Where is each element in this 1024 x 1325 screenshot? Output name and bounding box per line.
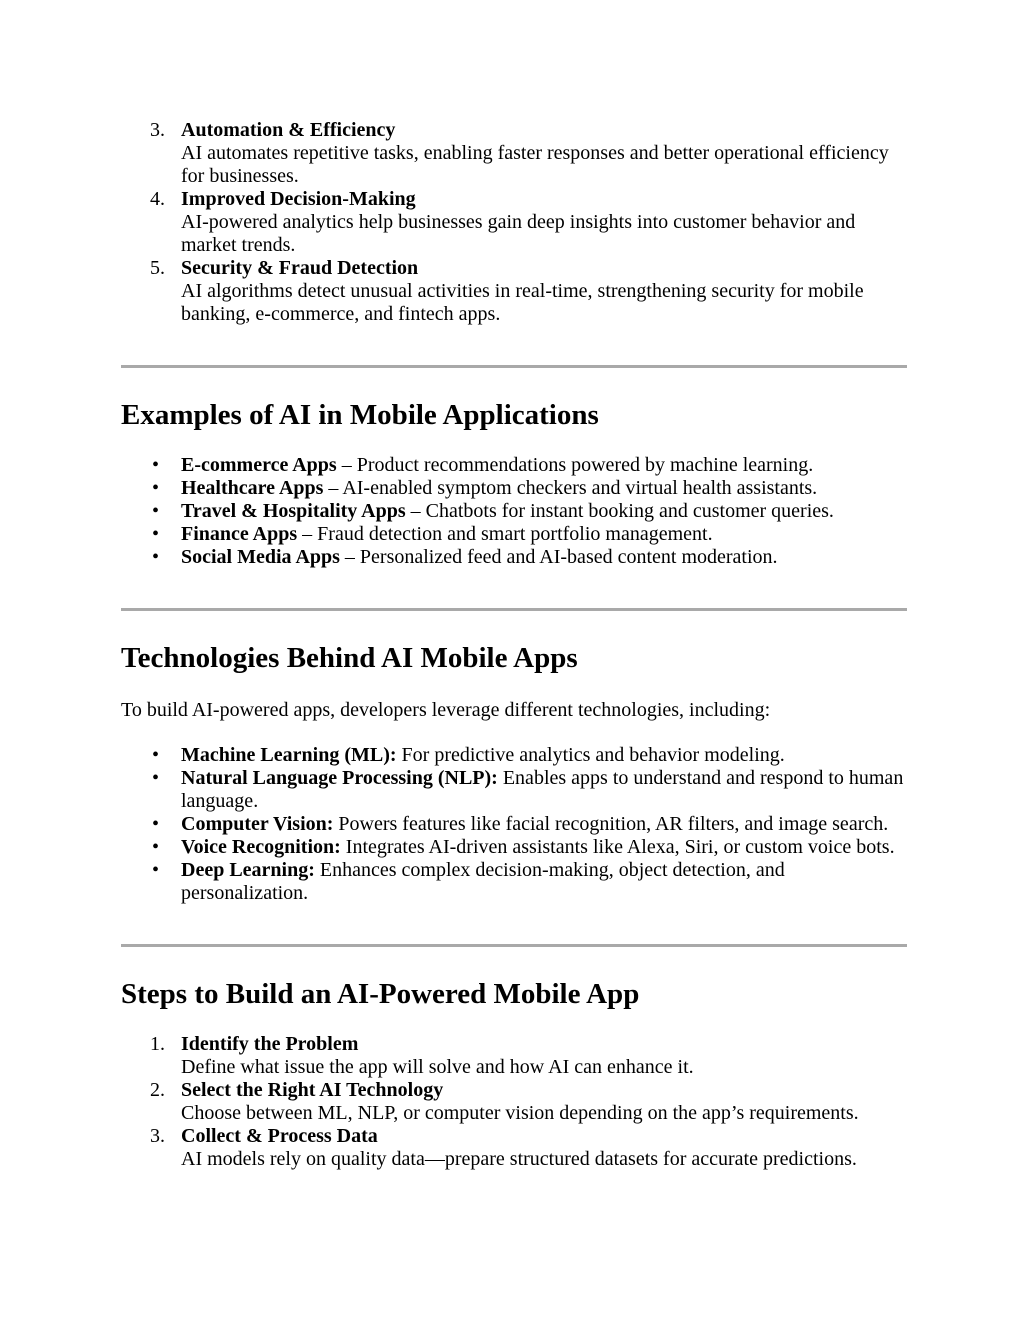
list-item-description: Enhances complex decision-making, object detection, and personalization. — [181, 859, 785, 904]
list-item — [121, 500, 907, 523]
bullet-icon: • — [152, 859, 160, 881]
list-item-body: Choose between ML, NLP, or computer vision depending on the app’s requirements. — [181, 1102, 859, 1124]
list-number: 4. — [150, 188, 165, 210]
list-item-title: Identify the Problem — [181, 1033, 359, 1055]
list-item-term: Computer Vision: — [181, 813, 334, 835]
list-item-term: Social Media Apps — [181, 546, 340, 568]
list-item-term: Natural Language Processing (NLP): — [181, 767, 498, 789]
list-item — [121, 523, 907, 546]
list-number: 5. — [150, 257, 165, 279]
list-item-term: Machine Learning (ML): — [181, 744, 397, 766]
section-heading-steps: Steps to Build an AI-Powered Mobile App — [121, 978, 640, 1010]
list-item-description: Integrates AI-driven assistants like Alexa, Siri, or custom voice bots. — [340, 836, 895, 858]
list-item — [121, 859, 907, 905]
list-item — [121, 836, 907, 859]
bullet-icon: • — [152, 744, 160, 766]
list-item-description: For predictive analytics and behavior modeling. — [396, 744, 785, 766]
section-heading-examples: Examples of AI in Mobile Applications — [121, 399, 599, 431]
list-item-term: Finance Apps — [181, 523, 298, 545]
list-item — [121, 477, 907, 500]
bullet-icon: • — [152, 500, 160, 522]
list-item — [121, 1033, 907, 1079]
section-divider — [121, 608, 907, 611]
list-number: 3. — [150, 1125, 165, 1147]
technologies-bullet-list — [121, 744, 907, 905]
list-item-description: – Chatbots for instant booking and customer queries. — [405, 500, 834, 522]
list-item — [121, 119, 907, 188]
list-item-body: AI-powered analytics help businesses gain deep insights into customer behavior and market trends. — [181, 211, 856, 256]
examples-bullet-list — [121, 454, 907, 569]
bullet-icon: • — [152, 454, 160, 476]
bullet-icon: • — [152, 836, 160, 858]
bullet-icon: • — [152, 546, 160, 568]
list-item-body: AI algorithms detect unusual activities in real-time, strengthening security for mobile banking, e-commerce, and fintech apps. — [181, 280, 864, 325]
list-item-body: AI models rely on quality data—prepare structured datasets for accurate predictions. — [181, 1148, 857, 1170]
list-item — [121, 546, 907, 569]
list-item — [121, 257, 907, 326]
bullet-icon: • — [152, 477, 160, 499]
list-item-term: Voice Recognition: — [181, 836, 341, 858]
section-heading-technologies: Technologies Behind AI Mobile Apps — [121, 642, 578, 674]
technologies-intro-paragraph: To build AI-powered apps, developers leverage different technologies, including: — [121, 699, 771, 721]
bullet-icon: • — [152, 523, 160, 545]
list-item — [121, 813, 907, 836]
list-item-term: Healthcare Apps — [181, 477, 324, 499]
list-item-description: – Fraud detection and smart portfolio management. — [297, 523, 713, 545]
list-item-description: – Product recommendations powered by machine learning. — [336, 454, 814, 476]
list-item-description: Enables apps to understand and respond to human language. — [181, 767, 904, 812]
list-item — [121, 744, 907, 767]
list-item-term: E-commerce Apps — [181, 454, 337, 476]
steps-numbered-list — [121, 1033, 907, 1171]
list-item-description: – Personalized feed and AI-based content moderation. — [339, 546, 778, 568]
list-item-body: Define what issue the app will solve and how AI can enhance it. — [181, 1056, 694, 1078]
list-item-term: Travel & Hospitality Apps — [181, 500, 406, 522]
list-number: 3. — [150, 119, 165, 141]
list-number: 2. — [150, 1079, 165, 1101]
section-divider — [121, 365, 907, 368]
list-item-title: Select the Right AI Technology — [181, 1079, 444, 1101]
list-number: 1. — [150, 1033, 165, 1055]
list-item-term: Deep Learning: — [181, 859, 315, 881]
list-item-title: Automation & Efficiency — [181, 119, 396, 141]
list-item — [121, 454, 907, 477]
list-item-title: Security & Fraud Detection — [181, 257, 419, 279]
list-item-description: – AI-enabled symptom checkers and virtual health assistants. — [323, 477, 818, 499]
list-item — [121, 1125, 907, 1171]
list-item-title: Collect & Process Data — [181, 1125, 378, 1147]
bullet-icon: • — [152, 767, 160, 789]
list-item — [121, 188, 907, 257]
benefits-numbered-list — [121, 119, 907, 326]
list-item-body: AI automates repetitive tasks, enabling faster responses and better operational efficiency for businesses. — [181, 142, 889, 187]
bullet-icon: • — [152, 813, 160, 835]
list-item — [121, 767, 907, 813]
list-item-description: Powers features like facial recognition, AR filters, and image search. — [333, 813, 889, 835]
section-divider — [121, 944, 907, 947]
list-item — [121, 1079, 907, 1125]
list-item-title: Improved Decision-Making — [181, 188, 416, 210]
